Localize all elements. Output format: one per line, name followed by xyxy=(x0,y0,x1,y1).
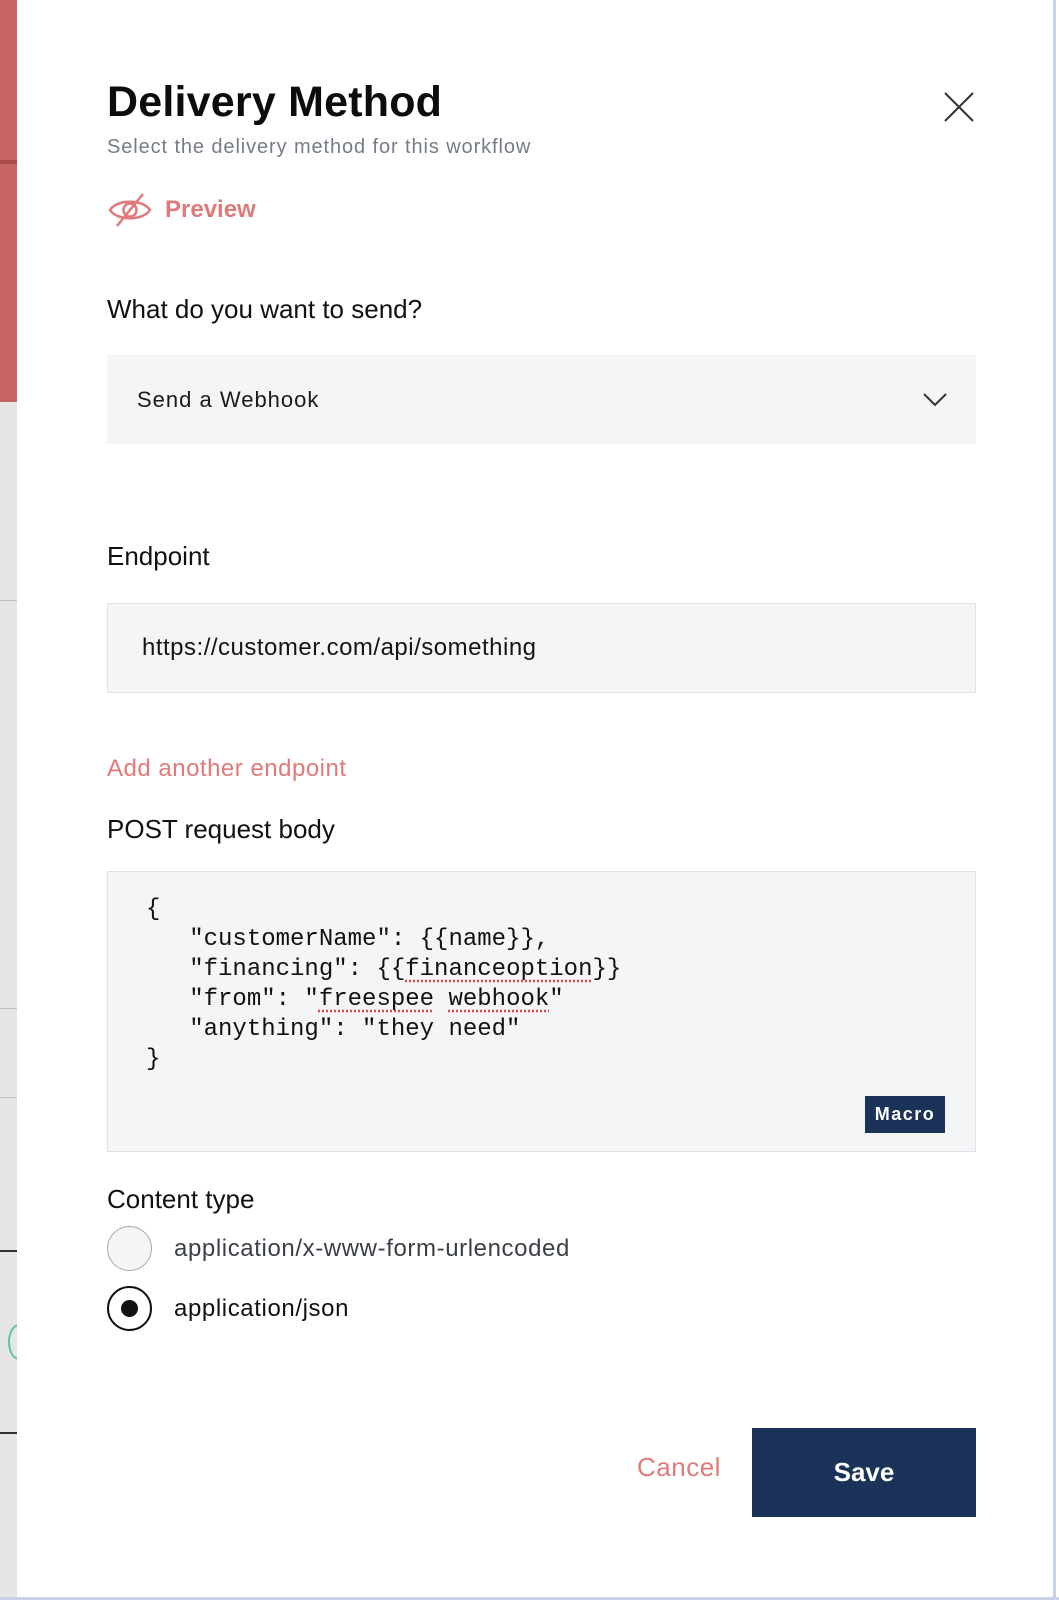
macro-button[interactable]: Macro xyxy=(865,1096,945,1133)
dialog-title: Delivery Method xyxy=(107,78,443,126)
send-type-label: What do you want to send? xyxy=(107,294,423,324)
post-body-editor[interactable] xyxy=(107,871,976,1152)
save-button[interactable]: Save xyxy=(752,1428,976,1517)
code-line: "anything": "they need" xyxy=(146,1016,521,1043)
send-type-value: Send a Webhook xyxy=(137,386,320,412)
radio-button-checked[interactable] xyxy=(107,1286,152,1331)
close-button[interactable] xyxy=(942,90,976,124)
content-type-option-json[interactable] xyxy=(107,1286,349,1331)
content-type-option-urlencoded[interactable] xyxy=(107,1226,570,1271)
post-body-label: POST request body xyxy=(107,814,335,844)
preview-label: Preview xyxy=(165,196,256,223)
endpoint-value: https://customer.com/api/something xyxy=(142,634,537,661)
endpoint-input[interactable] xyxy=(107,603,976,693)
spellcheck-mark: freespee xyxy=(318,986,435,1013)
send-type-select[interactable] xyxy=(107,355,976,444)
eye-slash-icon xyxy=(107,190,153,230)
code-line: { xyxy=(146,896,161,923)
radio-button-unchecked[interactable] xyxy=(107,1226,152,1271)
code-line: "from": "freespee webhook" xyxy=(146,986,564,1013)
endpoint-label: Endpoint xyxy=(107,541,210,571)
code-line: "financing": {{financeoption}} xyxy=(146,956,622,983)
close-icon xyxy=(942,90,976,124)
spellcheck-mark: webhook xyxy=(448,986,550,1013)
cancel-button[interactable]: Cancel xyxy=(637,1452,721,1482)
radio-label: application/x-www-form-urlencoded xyxy=(174,1234,570,1262)
radio-label: application/json xyxy=(174,1294,350,1322)
background-app-strip xyxy=(0,0,17,1600)
preview-link[interactable] xyxy=(107,190,256,230)
code-line: } xyxy=(146,1046,161,1073)
chevron-down-icon xyxy=(922,388,948,410)
dialog-subtitle: Select the delivery method for this workflow xyxy=(107,136,532,158)
content-type-label: Content type xyxy=(107,1184,255,1214)
delivery-method-dialog xyxy=(17,0,1056,1600)
spellcheck-mark: financeoption xyxy=(405,956,593,983)
code-line: "customerName": {{name}}, xyxy=(146,926,550,953)
add-endpoint-link[interactable]: Add another endpoint xyxy=(107,755,347,782)
